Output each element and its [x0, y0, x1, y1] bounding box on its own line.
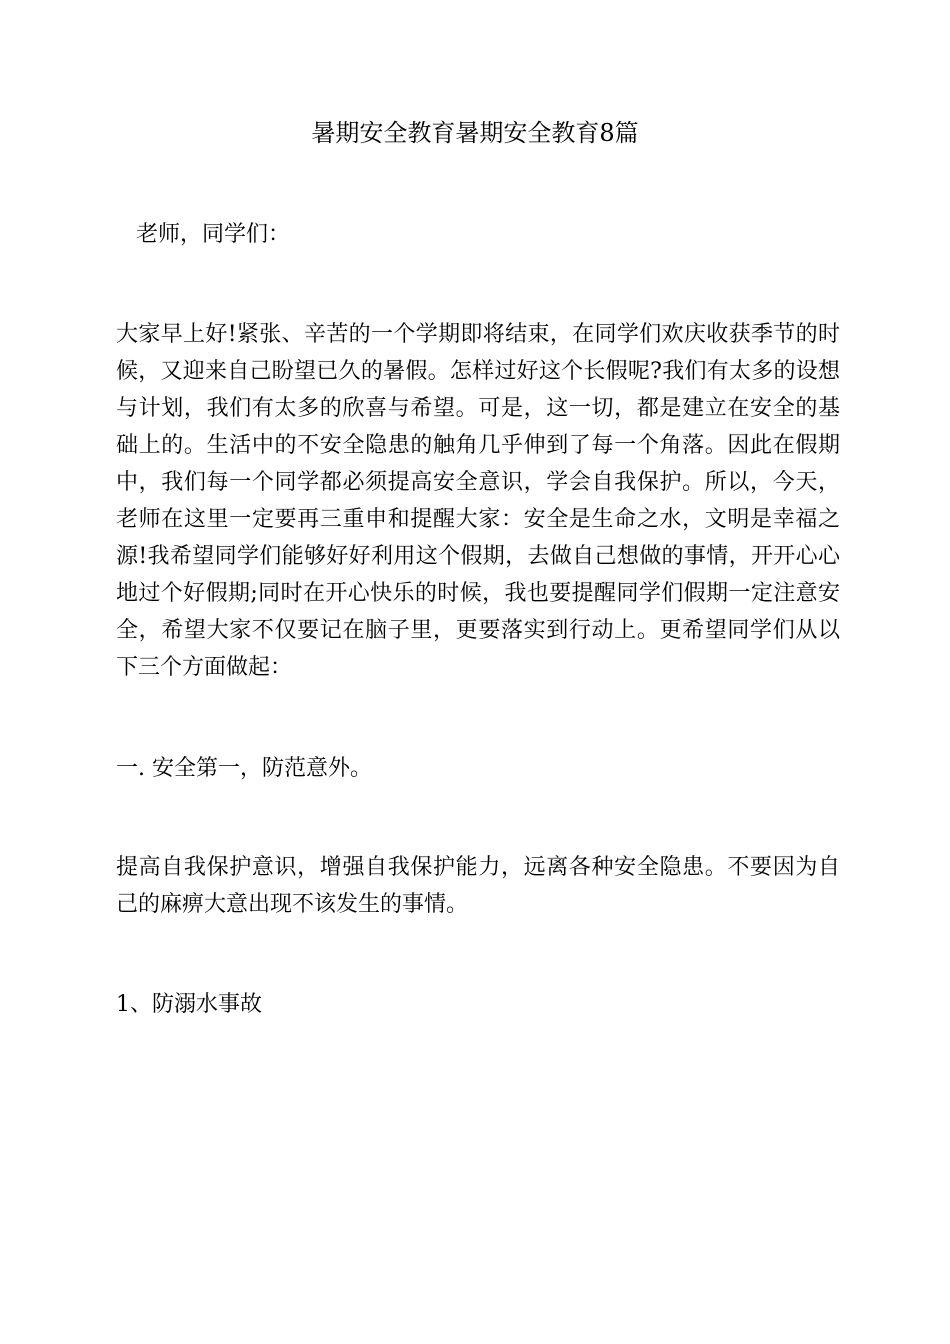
section-heading: 一. 安全第一，防范意外。 — [116, 756, 372, 781]
paragraph-line: 己的麻痹大意出现不该发生的事情。 — [116, 892, 469, 917]
paragraph-line: 与计划，我们有太多的欣喜与希望。可是，这一切，都是建立在安全的基 — [116, 396, 840, 421]
paragraph-line: 候，又迎来自己盼望已久的暑假。怎样过好这个长假呢?我们有太多的设想 — [116, 359, 840, 384]
paragraph-line: 础上的。生活中的不安全隐患的触角几乎伸到了每一个角落。因此在假期 — [116, 433, 840, 458]
greeting: 老师，同学们： — [136, 222, 291, 247]
paragraph-line: 源!我希望同学们能够好好利用这个假期，去做自己想做的事情，开开心心 — [116, 544, 840, 569]
paragraph-line: 老师在这里一定要再三重申和提醒大家：安全是生命之水，文明是幸福之 — [116, 507, 840, 532]
subsection-heading: 1、防溺水事故 — [116, 992, 262, 1017]
paragraph-line: 中，我们每一个同学都必须提高安全意识，学会自我保护。所以，今天， — [116, 470, 840, 495]
paragraph-line: 大家早上好!紧张、辛苦的一个学期即将结束，在同学们欢庆收获季节的时 — [116, 322, 840, 347]
document-title: 暑期安全教育暑期安全教育8篇 — [311, 119, 639, 147]
paragraph-line: 提高自我保护意识，增强自我保护能力，远离各种安全隐患。不要因为自 — [116, 855, 840, 880]
paragraph-line: 地过个好假期;同时在开心快乐的时候，我也要提醒同学们假期一定注意安 — [116, 581, 840, 606]
paragraph-line: 下三个方面做起： — [116, 655, 293, 680]
paragraph-line: 全，希望大家不仅要记在脑子里，更要落实到行动上。更希望同学们从以 — [116, 618, 840, 643]
